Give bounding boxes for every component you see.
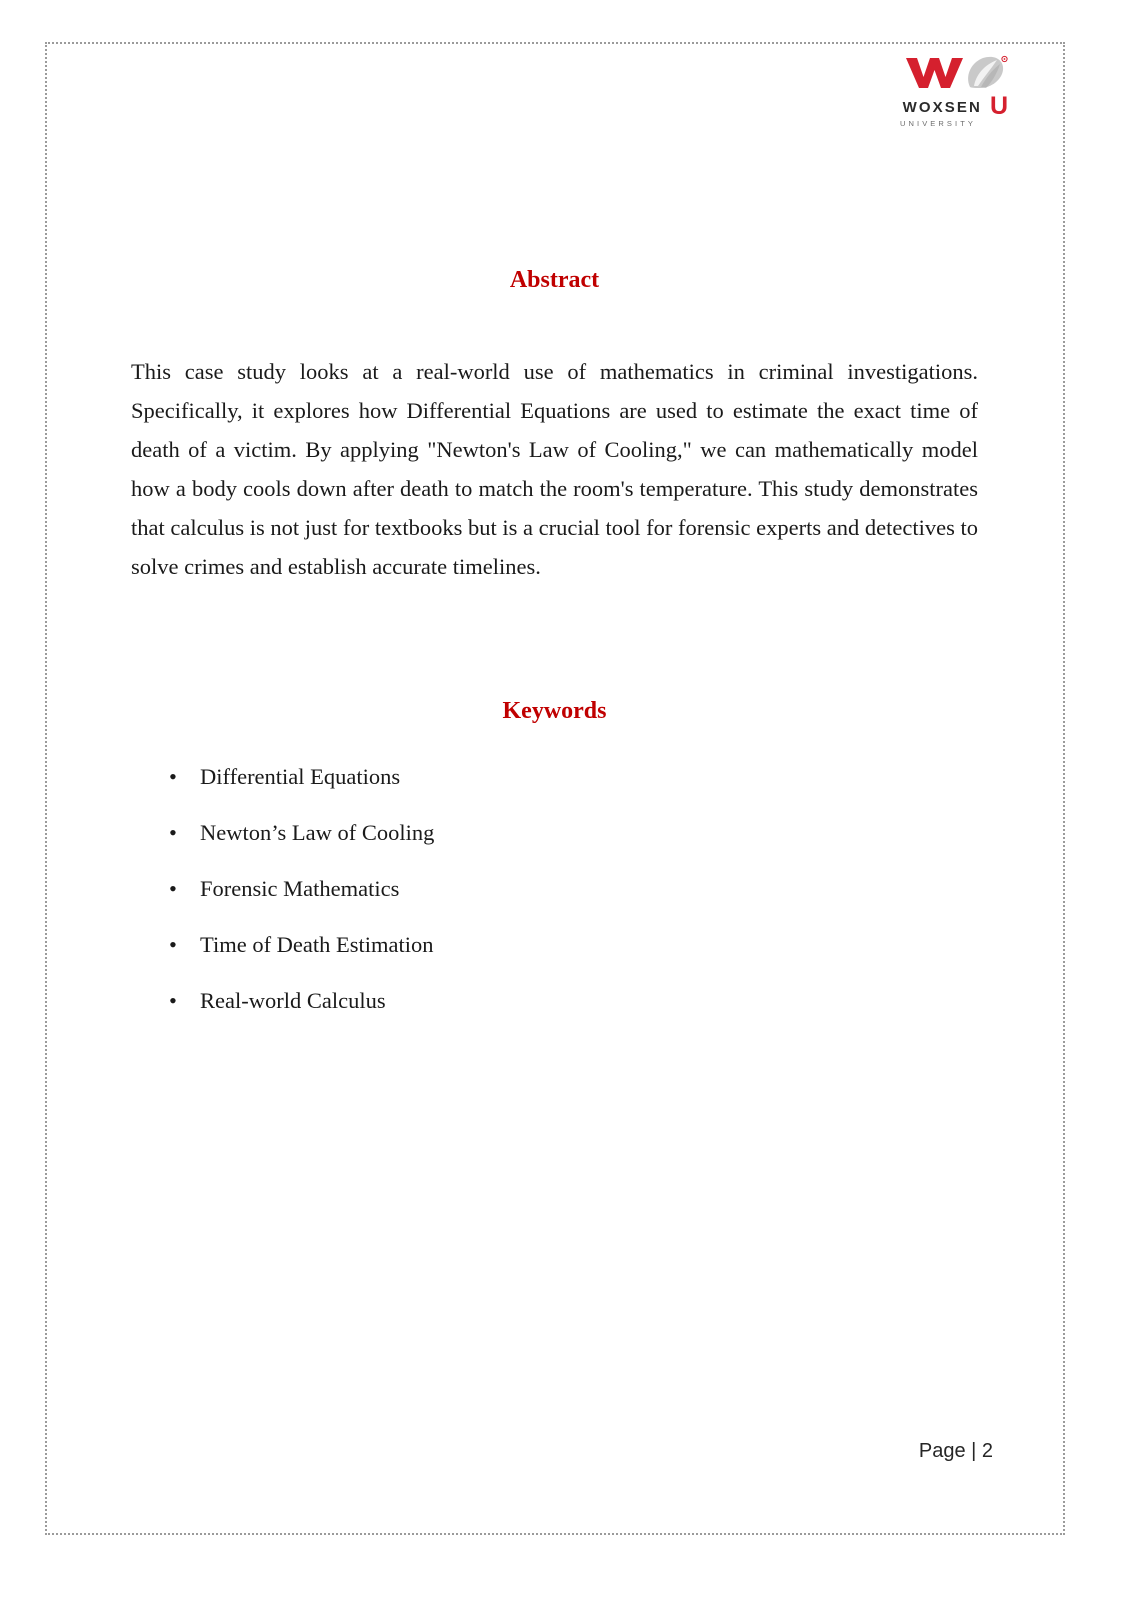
list-item: [131, 763, 978, 790]
page-content: [131, 150, 978, 1043]
keyword-label: Real-world Calculus: [200, 988, 386, 1013]
keyword-label: Time of Death Estimation: [200, 932, 434, 957]
keywords-heading: Keywords: [502, 698, 607, 724]
logo-wordmark-text: WOXSEN: [902, 99, 982, 116]
woxsen-university-logo: [900, 57, 1008, 128]
page-footer: [45, 1440, 1065, 1463]
list-item: [131, 987, 978, 1014]
page-number-label: Page | 2: [918, 1440, 993, 1462]
keywords-list: [131, 763, 978, 1014]
bullet-icon: •: [169, 820, 177, 845]
keyword-label: Newton’s Law of Cooling: [200, 820, 435, 845]
keyword-label: Differential Equations: [200, 764, 401, 789]
abstract-body-paragraph: This case study looks at a real-world use of mathematics in criminal investigations. Specifically, it explores how Differential Equations are used to estimate the exact time of death of a victim. By applying "Newton's Law of Cooling," we can mathematically model how a body cools down after death to match the room's temperature. This study demonstrates that calculus is not just for textbooks but is a crucial tool for forensic experts and detectives to solve crimes and establish accurate timelines.: [131, 359, 978, 579]
page-header: [45, 42, 1065, 152]
bullet-icon: •: [169, 764, 177, 789]
bullet-icon: •: [169, 876, 177, 901]
woxsen-w-leaf-logo-icon: [904, 55, 1008, 91]
bullet-icon: •: [169, 932, 177, 957]
logo-letter-u: U: [989, 92, 1008, 120]
list-item: [131, 875, 978, 902]
logo-mark-row: [904, 57, 1008, 91]
list-item: [131, 819, 978, 846]
logo-wordmark-row: [902, 92, 1008, 120]
abstract-heading: Abstract: [509, 267, 600, 293]
bullet-icon: •: [169, 988, 177, 1013]
list-item: [131, 931, 978, 958]
logo-subtitle-text: UNIVERSITY: [899, 119, 976, 128]
keyword-label: Forensic Mathematics: [200, 876, 400, 901]
